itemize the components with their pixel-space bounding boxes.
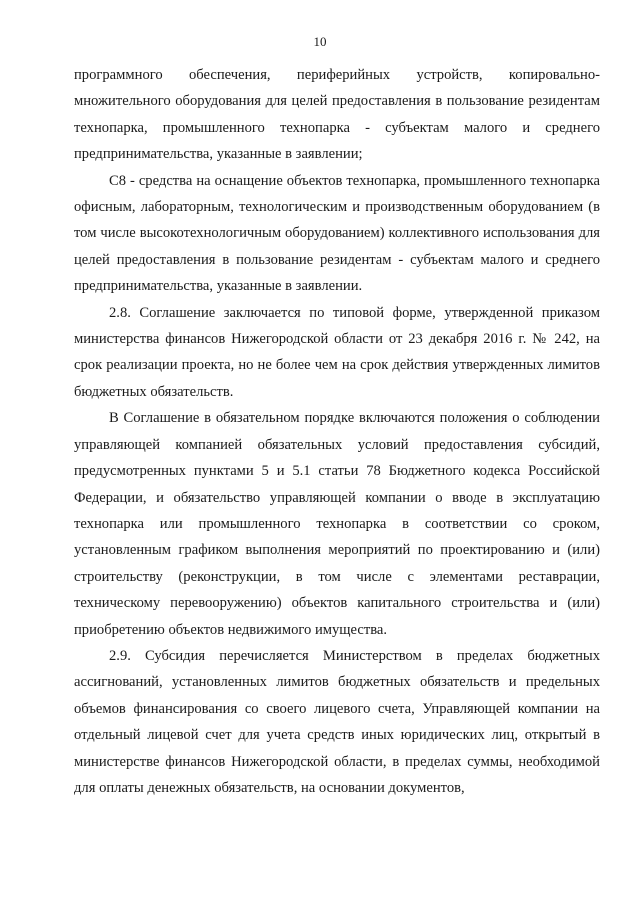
paragraph-c8: С8 - средства на оснащение объектов технопарка, промышленного технопарка офисным, лабораторным, технологическим и производственным оборудованием (в том числе высокотехнологичным оборудованием) коллективного использования для целей предоставления в пользование резидентам - субъектам малого и среднего предпринимательства, указанные в заявлении.	[74, 172, 600, 295]
paragraph-2-8: 2.8. Соглашение заключается по типовой форме, утвержденной приказом министерства финансов Нижегородской области от 23 декабря 2016 г. № 242, на срок реализации проекта, но не более чем на срок действия утвержденных лимитов бюджетных обязательств.	[74, 304, 600, 400]
paragraph-2-9: 2.9. Субсидия перечисляется Министерством в пределах бюджетных ассигнований, установленных лимитов бюджетных обязательств и предельных объемов финансирования со своего лицевого счета, Управляющей компании на отдельный лицевой счет для учета средств иных юридических лиц, открытый в министерстве финансов Нижегородской области, в пределах суммы, необходимой для оплаты денежных обязательств, на основании документов,	[74, 647, 600, 796]
paragraph-agreement-provisions: В Соглашение в обязательном порядке включаются положения о соблюдении управляющей компанией обязательных условий предоставления субсидий, предусмотренных пунктами 5 и 5.1 статьи 78 Бюджетного кодекса Российской Федерации, и обязательство управляющей компании о вводе в эксплуатацию технопарка или промышленного технопарка в соответствии со сроком, установленным графиком выполнения мероприятий по проектированию и (или) строительству (реконструкции, в том числе с элементами реставрации, техническому перевооружению) объектов капитального строительства и (или) приобретению объектов недвижимого имущества.	[74, 410, 600, 638]
paragraph-continuation: программного обеспечения, периферийных устройств, копировально-множительного оборудования для целей предоставления в пользование резидентам технопарка, промышленного технопарка - субъектам малого и среднего предпринимательства, указанные в заявлении;	[74, 67, 600, 163]
document-body	[74, 62, 600, 801]
page-number: 10	[313, 34, 327, 49]
